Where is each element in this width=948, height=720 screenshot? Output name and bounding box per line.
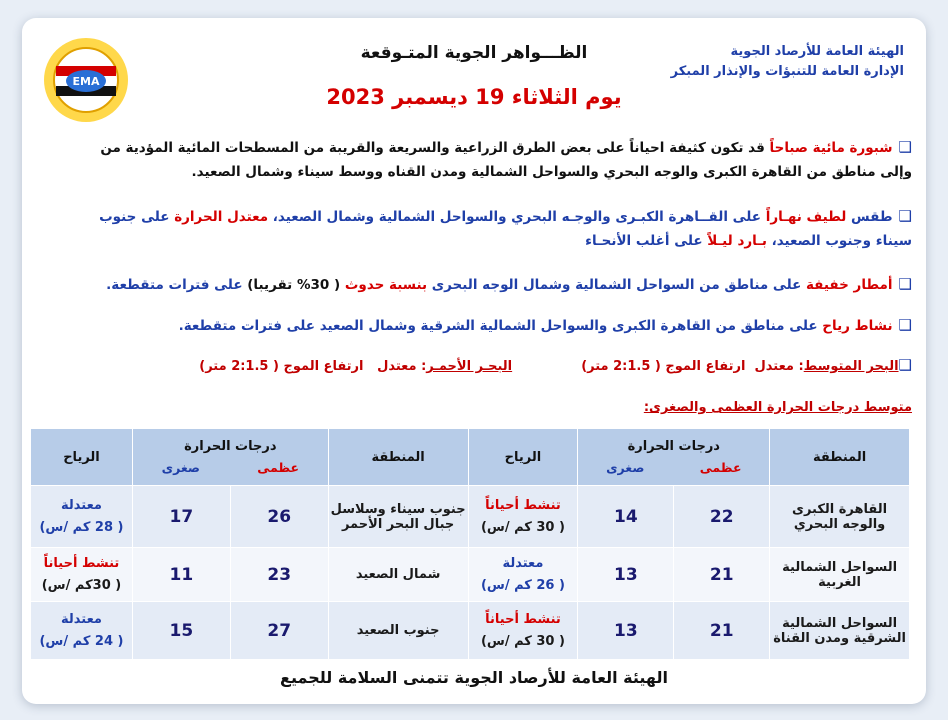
wind-speed: ( 30كم /س) xyxy=(41,577,122,593)
checkbox-bullet-icon: ❑ xyxy=(898,316,912,334)
max-temp-cell: 23 xyxy=(230,548,328,602)
weather-moderate: معتدل الحرارة xyxy=(174,209,269,225)
header-min: صغرى xyxy=(161,460,200,475)
checkbox-bullet-icon: ❑ xyxy=(898,275,912,293)
rain-chance-value: ( 30% تقريبا) xyxy=(247,277,341,293)
page-title: الظـــواهر الجوية المتـوقعة xyxy=(360,43,588,63)
wind-state: تنشط أحياناً xyxy=(43,555,120,571)
bullet-fog xyxy=(82,135,912,184)
region-cell: السواحل الشمالية الغربية xyxy=(770,548,910,602)
header-temp-label: درجات الحرارة xyxy=(627,439,720,454)
header-min: صغرى xyxy=(606,460,645,475)
region-cell: شمال الصعيد xyxy=(328,548,468,602)
logo-text: EMA xyxy=(72,75,100,88)
department-name: الإدارة العامة للتنبؤات والإنذار المبكر xyxy=(670,64,904,79)
weather-text-1: طقس xyxy=(851,209,893,225)
table-row xyxy=(31,486,910,548)
bullet-wind xyxy=(82,313,912,338)
header-temp xyxy=(578,429,770,486)
wind-state: معتدلة xyxy=(502,555,544,571)
checkbox-bullet-icon: ❑ xyxy=(898,356,912,374)
med-sea-label: البحر المتوسط xyxy=(803,359,899,374)
max-temp-cell: 21 xyxy=(674,548,770,602)
max-temp-cell: 27 xyxy=(230,602,328,660)
table-row xyxy=(31,602,910,660)
region-cell: جنوب الصعيد xyxy=(328,602,468,660)
min-temp-cell: 13 xyxy=(578,548,674,602)
weather-cold-night: بـارد ليـلاً xyxy=(707,233,767,249)
max-temp-cell: 22 xyxy=(674,486,770,548)
max-temp-cell: 21 xyxy=(674,602,770,660)
rain-text-1: على مناطق من السواحل الشمالية وشمال الوجه البحرى xyxy=(431,277,802,293)
wind-speed: ( 30 كم /س) xyxy=(480,633,565,649)
wind-cell xyxy=(468,602,578,660)
checkbox-bullet-icon: ❑ xyxy=(898,138,912,156)
wind-text: على مناطق من القاهرة الكبرى والسواحل الشمالية الشرقية وشمال الصعيد على فترات متقطعة. xyxy=(178,318,818,334)
weather-text-2: على القــاهرة الكبـرى والوجـه البحري والسواحل الشمالية وشمال الصعيد، xyxy=(272,209,762,225)
max-temp-cell: 26 xyxy=(230,486,328,548)
region-cell: القاهرة الكبرى والوجه البحري xyxy=(770,486,910,548)
checkbox-bullet-icon: ❑ xyxy=(898,207,912,225)
wind-cell xyxy=(468,548,578,602)
header-wind: الرياح xyxy=(468,429,578,486)
rain-label: أمطار خفيفة xyxy=(806,277,893,293)
avg-temp-heading: متوسط درجات الحرارة العظمى والصغرى: xyxy=(643,400,912,415)
min-temp-cell: 14 xyxy=(578,486,674,548)
header-temp-label: درجات الحرارة xyxy=(184,439,277,454)
weather-mild-day: لطيف نهـاراً xyxy=(765,209,847,225)
bullet-weather xyxy=(82,204,912,253)
med-sea-state: : معتدل xyxy=(754,359,804,374)
wind-cell xyxy=(31,602,133,660)
wind-state: معتدلة xyxy=(60,497,102,513)
header-region: المنطقة xyxy=(328,429,468,486)
min-temp-cell: 13 xyxy=(578,602,674,660)
rain-chance-label: بنسبة حدوث xyxy=(344,277,428,293)
wind-cell xyxy=(31,486,133,548)
rain-text-2: على فترات متقطعة. xyxy=(106,277,243,293)
sea-state-row xyxy=(32,356,912,374)
red-sea-label: البحـر الأحمـر xyxy=(426,359,513,374)
wind-speed: ( 24 كم /س) xyxy=(39,633,124,649)
wind-state: معتدلة xyxy=(60,611,102,627)
weather-text-3: على جنوب سيناء وجنوب الصعيد، xyxy=(99,209,912,249)
min-temp-cell: 11 xyxy=(132,548,230,602)
fog-text: قد تكون كثيفة احياناً على بعض الطرق الزراعية والسريعة والقريبة من المسطحات المائية المؤدية من وإلى مناطق من القاهرة الكبرى والوجه البحري والسواحل الشمالية ومدن القناه ووسط سيناء وشمال الصعيد. xyxy=(100,140,912,180)
wind-speed: ( 28 كم /س) xyxy=(39,519,124,535)
fog-label: شبورة مائية صباحاً xyxy=(769,140,893,156)
region-cell: جنوب سيناء وسلاسل جبال البحر الأحمر xyxy=(328,486,468,548)
header-region: المنطقة xyxy=(770,429,910,486)
wind-cell xyxy=(31,548,133,602)
bullet-rain xyxy=(82,272,912,297)
region-cell: السواحل الشمالية الشرقية ومدن القناة xyxy=(770,602,910,660)
header-temp xyxy=(132,429,328,486)
wind-state: تنشط أحياناً xyxy=(485,497,561,513)
agency-name: الهيئة العامة للأرصاد الجوية xyxy=(730,44,904,59)
min-temp-cell: 17 xyxy=(132,486,230,548)
header-wind: الرياح xyxy=(31,429,133,486)
footer-message: الهيئة العامة للأرصاد الجوية تتمنى السلامة للجميع xyxy=(280,668,668,687)
wind-speed: ( 30 كم /س) xyxy=(480,519,565,535)
table-row xyxy=(31,548,910,602)
header-max: عظمى xyxy=(257,460,300,475)
red-sea-state: : معتدل xyxy=(377,359,427,374)
red-sea-wave: ارتفاع الموج ( 2:1.5 متر) xyxy=(199,359,364,374)
wind-state: تنشط أحياناً xyxy=(485,611,561,627)
med-sea-wave: ارتفاع الموج ( 2:1.5 متر) xyxy=(581,359,746,374)
wind-label: نشاط رياح xyxy=(822,318,893,334)
min-temp-cell: 15 xyxy=(132,602,230,660)
forecast-date: يوم الثلاثاء 19 ديسمبر 2023 xyxy=(326,85,622,109)
wind-cell xyxy=(468,486,578,548)
header-max: عظمى xyxy=(699,460,742,475)
weather-text-4: على أغلب الأنحـاء xyxy=(585,233,703,249)
temperature-table xyxy=(30,428,910,660)
wind-speed: ( 26 كم /س) xyxy=(480,577,565,593)
